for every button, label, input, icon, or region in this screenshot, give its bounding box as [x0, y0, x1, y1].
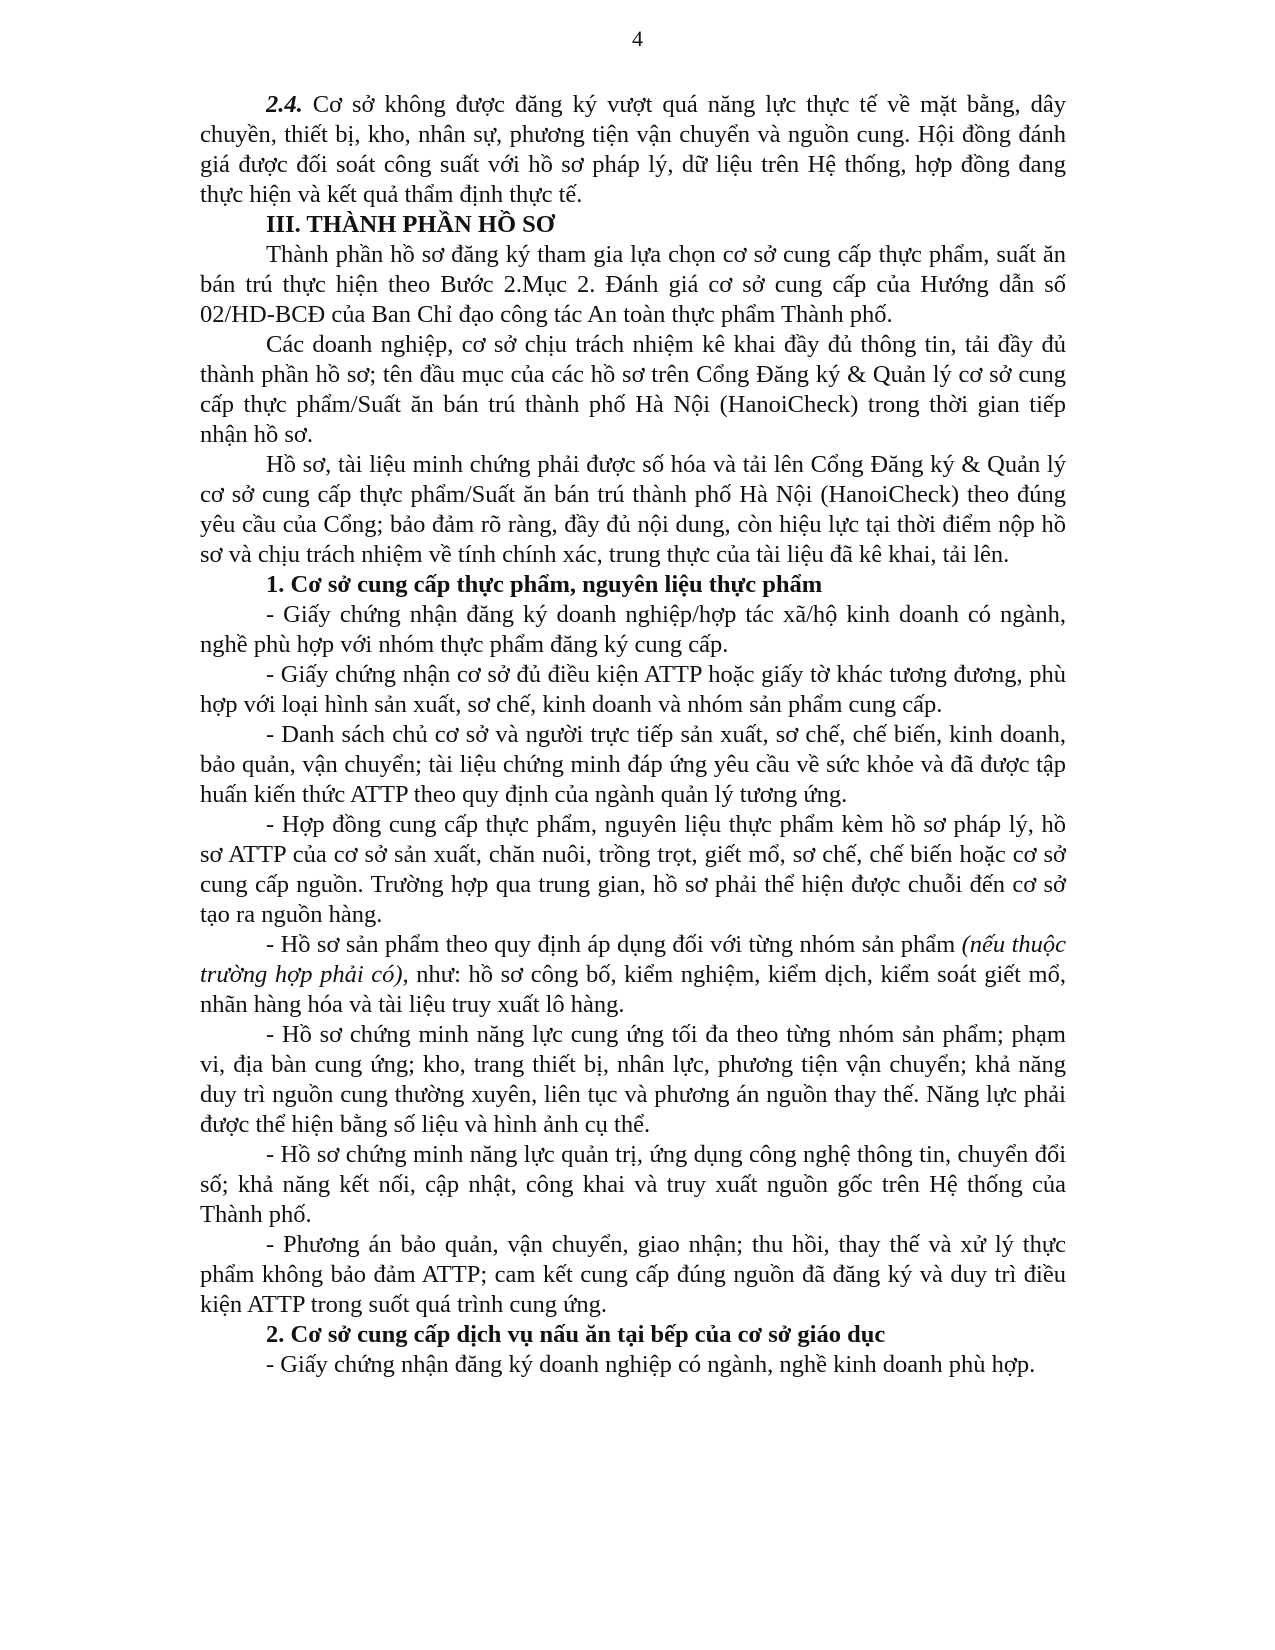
subsection-1-item-8: - Phương án bảo quản, vận chuyển, giao nhận; thu hồi, thay thế và xử lý thực phẩm không bảo đảm ATTP; cam kết cung cấp đúng nguồn đã đăng ký và duy trì điều kiện ATTP trong suốt quá trình cung ứng.	[200, 1231, 1066, 1318]
subsection-1-item-5	[200, 930, 1066, 1020]
document-body	[200, 90, 1066, 1380]
subsection-2-heading: 2. Cơ sở cung cấp dịch vụ nấu ăn tại bếp của cơ sở giáo dục	[266, 1321, 886, 1348]
page-number: 4	[632, 26, 643, 51]
subsection-1-item-6: - Hồ sơ chứng minh năng lực cung ứng tối đa theo từng nhóm sản phẩm; phạm vi, địa bàn cung ứng; kho, trang thiết bị, nhân lực, phương tiện vận chuyển; khả năng duy trì nguồn cung thường xuyên, liên tục và phương án nguồn thay thế. Năng lực phải được thể hiện bằng số liệu và hình ảnh cụ thể.	[200, 1021, 1066, 1138]
subsection-2-item-1: - Giấy chứng nhận đăng ký doanh nghiệp có ngành, nghề kinh doanh phù hợp.	[266, 1351, 1036, 1378]
paragraph-2-4	[200, 90, 1066, 210]
subsection-1-item-4: - Hợp đồng cung cấp thực phẩm, nguyên liệu thực phẩm kèm hồ sơ pháp lý, hồ sơ ATTP của cơ sở sản xuất, chăn nuôi, trồng trọt, giết mổ, sơ chế, chế biến hoặc cơ sở cung cấp nguồn. Trường hợp qua trung gian, hồ sơ phải thể hiện được chuỗi đến cơ sở tạo ra nguồn hàng.	[200, 811, 1066, 928]
paragraph-2-4-text: Cơ sở không được đăng ký vượt quá năng lực thực tế về mặt bằng, dây chuyền, thiết bị, kho, nhân sự, phương tiện vận chuyển và nguồn cung. Hội đồng đánh giá được đối soát công suất với hồ sơ pháp lý, dữ liệu trên Hệ thống, hợp đồng đang thực hiện và kết quả thẩm định thực tế.	[200, 91, 1066, 208]
subsection-1-heading: 1. Cơ sở cung cấp thực phẩm, nguyên liệu thực phẩm	[266, 571, 823, 598]
subsection-1-item-7: - Hồ sơ chứng minh năng lực quản trị, ứng dụng công nghệ thông tin, chuyển đổi số; khả năng kết nối, cập nhật, công khai và truy xuất nguồn gốc trên Hệ thống của Thành phố.	[200, 1141, 1066, 1228]
subsection-1-item-3: - Danh sách chủ cơ sở và người trực tiếp sản xuất, sơ chế, chế biến, kinh doanh, bảo quản, vận chuyển; tài liệu chứng minh đáp ứng yêu cầu về sức khỏe và đã được tập huấn kiến thức ATTP theo quy định của ngành quản lý tương ứng.	[200, 721, 1066, 808]
section-iii-paragraph-3: Hồ sơ, tài liệu minh chứng phải được số hóa và tải lên Cổng Đăng ký & Quản lý cơ sở cung cấp thực phẩm/Suất ăn bán trú thành phố Hà Nội (HanoiCheck) theo đúng yêu cầu của Cổng; bảo đảm rõ ràng, đầy đủ nội dung, còn hiệu lực tại thời điểm nộp hồ sơ và chịu trách nhiệm về tính chính xác, trung thực của tài liệu đã kê khai, tải lên.	[200, 451, 1066, 568]
item-5-text-after: như: hồ sơ công bố, kiểm nghiệm, kiểm dịch, kiểm soát giết mổ, nhãn hàng hóa và tài liệu truy xuất lô hàng.	[200, 961, 1066, 1018]
section-iii-paragraph-1: Thành phần hồ sơ đăng ký tham gia lựa chọn cơ sở cung cấp thực phẩm, suất ăn bán trú thực hiện theo Bước 2.Mục 2. Đánh giá cơ sở cung cấp của Hướng dẫn số 02/HD-BCĐ của Ban Chỉ đạo công tác An toàn thực phẩm Thành phố.	[200, 241, 1066, 328]
section-label-2-4: 2.4.	[266, 91, 303, 118]
subsection-1-item-1: - Giấy chứng nhận đăng ký doanh nghiệp/hợp tác xã/hộ kinh doanh có ngành, nghề phù hợp với nhóm thực phẩm đăng ký cung cấp.	[200, 601, 1066, 658]
item-5-text-before: - Hồ sơ sản phẩm theo quy định áp dụng đối với từng nhóm sản phẩm	[266, 931, 962, 958]
subsection-1-item-2: - Giấy chứng nhận cơ sở đủ điều kiện ATTP hoặc giấy tờ khác tương đương, phù hợp với loại hình sản xuất, sơ chế, kinh doanh và nhóm sản phẩm cung cấp.	[200, 661, 1066, 718]
section-iii-paragraph-2: Các doanh nghiệp, cơ sở chịu trách nhiệm kê khai đầy đủ thông tin, tải đầy đủ thành phần hồ sơ; tên đầu mục của các hồ sơ trên Cổng Đăng ký & Quản lý cơ sở cung cấp thực phẩm/Suất ăn bán trú thành phố Hà Nội (HanoiCheck) trong thời gian tiếp nhận hồ sơ.	[200, 331, 1066, 448]
item-5-italic-note: (nếu thuộc trường hợp phải có),	[200, 931, 1066, 988]
section-iii-heading: III. THÀNH PHẦN HỒ SƠ	[266, 211, 555, 238]
